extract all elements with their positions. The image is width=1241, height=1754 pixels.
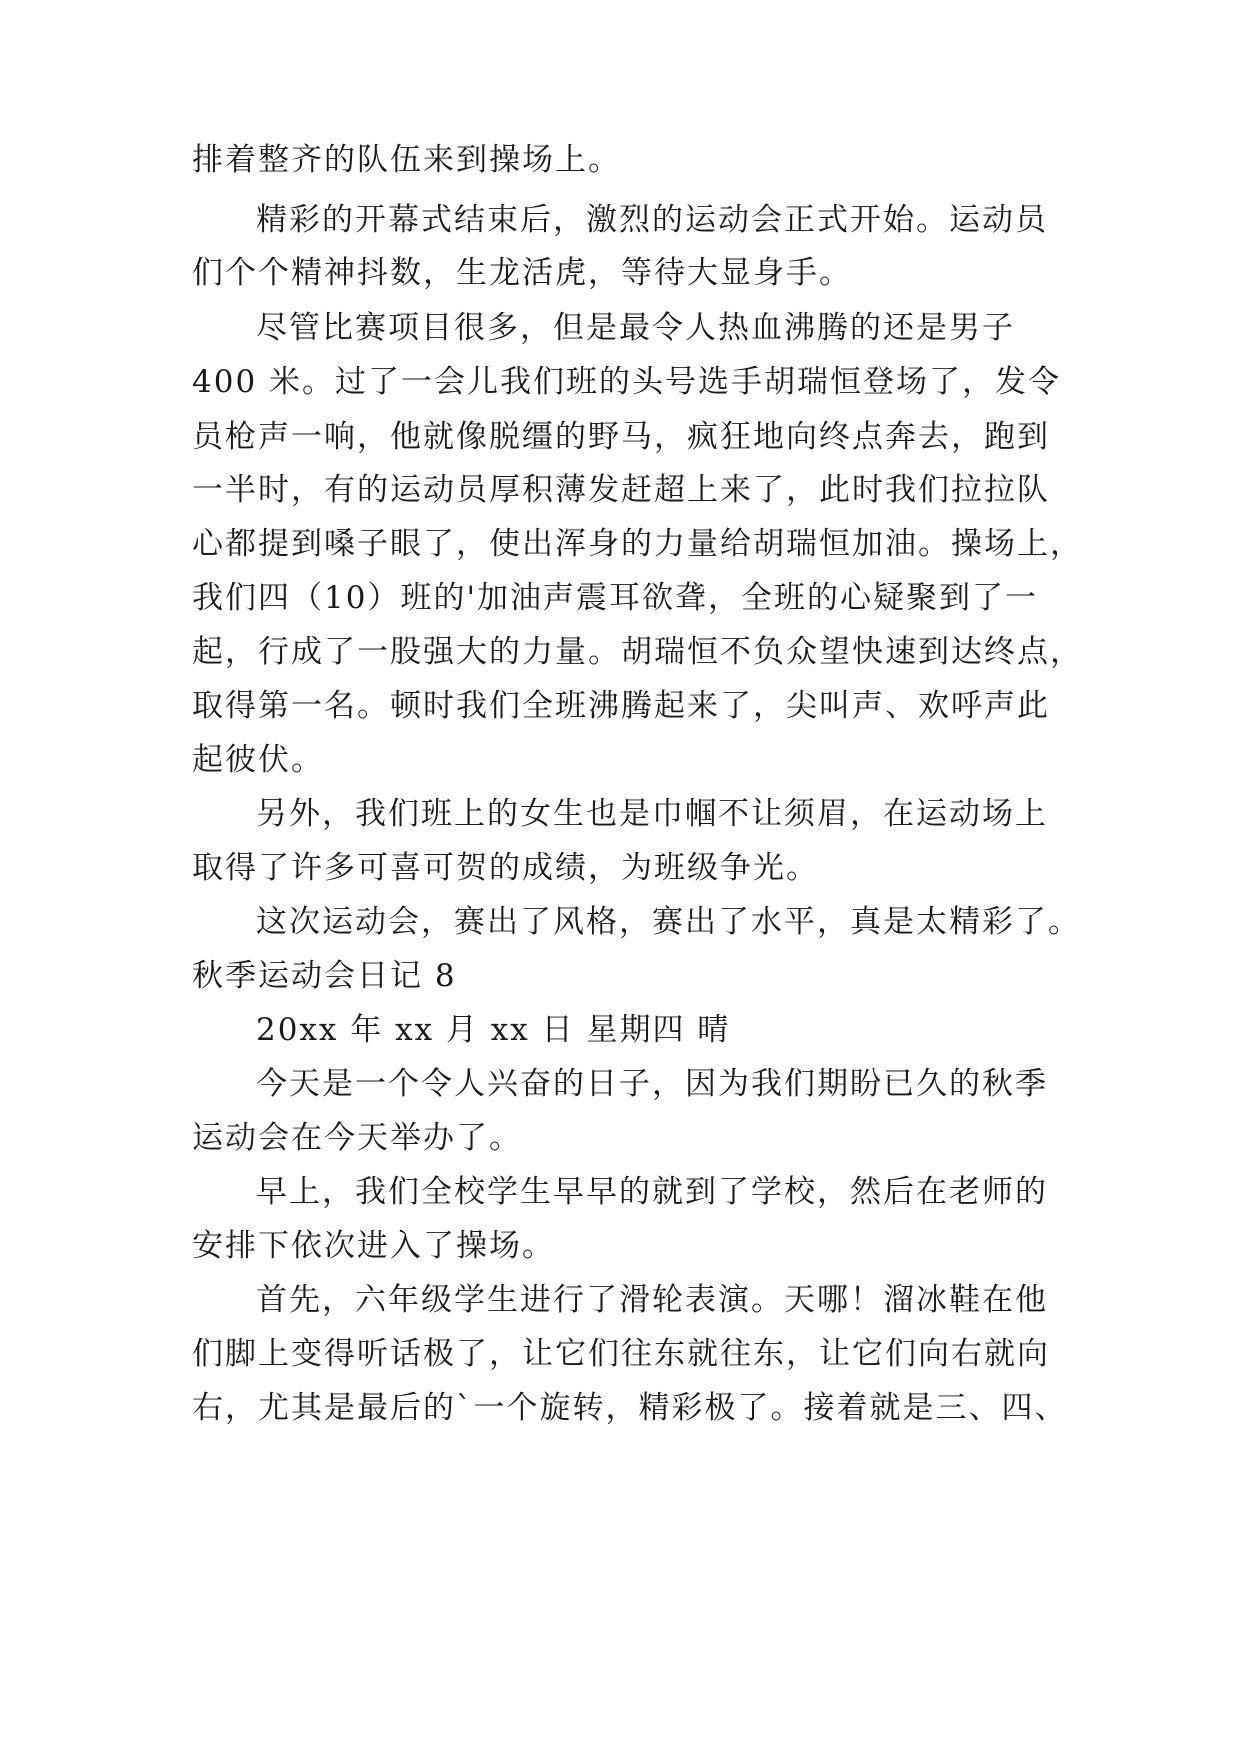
text-line: 运动会在今天举办了。 — [192, 1120, 522, 1156]
text-line: 另外，我们班上的女生也是巾帼不让须眉，在运动场上 — [256, 796, 1048, 832]
text-line: 精彩的开幕式结束后，激烈的运动会正式开始。运动员 — [256, 202, 1048, 238]
date-line: 20xx 年 xx 月 xx 日 星期四 晴 — [256, 1012, 731, 1048]
text-line: 尽管比赛项目很多，但是最令人热血沸腾的还是男子 — [256, 310, 1015, 346]
text-line: 排着整齐的队伍来到操场上。 — [192, 142, 621, 178]
text-line: 取得第一名。顿时我们全班沸腾起来了，尖叫声、欢呼声此 — [192, 688, 1050, 724]
text-line: 一半时，有的运动员厚积薄发赶超上来了，此时我们拉拉队 — [192, 472, 1050, 508]
text-line: 早上，我们全校学生早早的就到了学校，然后在老师的 — [256, 1174, 1048, 1210]
text-line: 这次运动会，赛出了风格，赛出了水平，真是太精彩了。 — [256, 904, 1081, 940]
text-line: 们脚上变得听话极了，让它们往东就往东，让它们向右就向 — [192, 1336, 1050, 1372]
text-line: 起彼伏。 — [192, 742, 324, 778]
text-line: 400 米。过了一会儿我们班的头号选手胡瑞恒登场了，发令 — [192, 364, 1062, 400]
text-line: 右，尤其是最后的`一个旋转，精彩极了。接着就是三、四、 — [192, 1390, 1068, 1426]
text-line: 起，行成了一股强大的力量。胡瑞恒不负众望快速到达终点， — [192, 634, 1083, 670]
text-line: 心都提到嗓子眼了，使出浑身的力量给胡瑞恒加油。操场上， — [192, 526, 1083, 562]
text-line: 我们四（10）班的'加油声震耳欲聋，全班的心疑聚到了一 — [192, 580, 1038, 616]
section-heading: 秋季运动会日记 8 — [192, 958, 457, 994]
text-line: 们个个精神抖数，生龙活虎，等待大显身手。 — [192, 255, 852, 291]
text-line: 员枪声一响，他就像脱缰的野马，疯狂地向终点奔去，跑到 — [192, 419, 1050, 455]
text-line: 今天是一个令人兴奋的日子，因为我们期盼已久的秋季 — [256, 1066, 1048, 1102]
text-line: 取得了许多可喜可贺的成绩，为班级争光。 — [192, 850, 819, 886]
text-line: 首先，六年级学生进行了滑轮表演。天哪！溜冰鞋在他 — [256, 1282, 1048, 1318]
text-line: 安排下依次进入了操场。 — [192, 1228, 555, 1264]
